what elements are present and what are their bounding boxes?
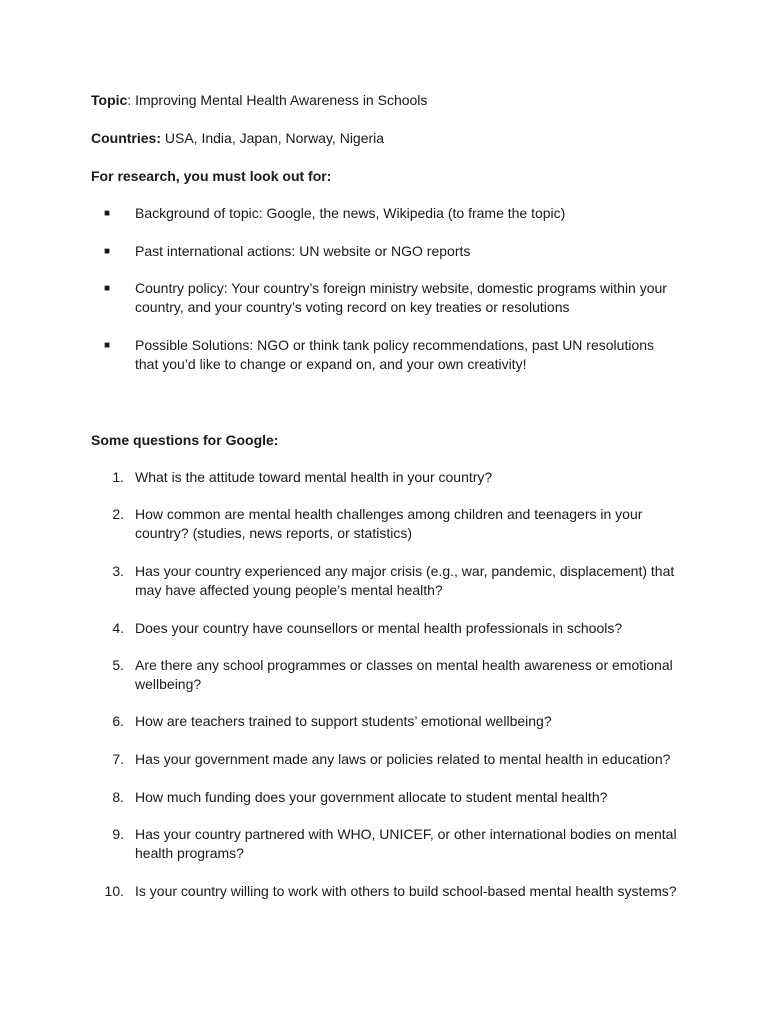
questions-heading: Some questions for Google: [91,432,279,448]
question-text: What is the attitude toward mental health in your country? [135,469,493,485]
question-text: Has your government made any laws or policies related to mental health in education? [135,751,671,767]
question-number: 5. [112,657,124,673]
countries-line [91,129,384,148]
topic-line [91,91,427,110]
bullet-icon: ■ [104,340,111,351]
question-number: 10. [104,883,124,899]
question-text: Are there any school programmes or classes on mental health awareness or emotional wellbeing? [135,657,673,692]
research-item-text: Possible Solutions: NGO or think tank policy recommendations, past UN resolutions that you’d like to change or expand on, and your own creativity! [135,337,655,372]
countries-value: USA, India, Japan, Norway, Nigeria [161,130,385,146]
question-number: 9. [112,826,124,842]
research-item-text: Country policy: Your country’s foreign ministry website, domestic programs within your country, and your country’s voting record on key treaties or resolutions [135,280,667,315]
question-number: 1. [112,469,124,485]
countries-label: Countries: [91,130,161,146]
research-heading: For research, you must look out for: [91,168,332,184]
question-text: Has your country experienced any major crisis (e.g., war, pandemic, displacement) that may have affected young people’s mental health? [135,563,675,598]
question-number: 7. [112,751,124,767]
question-number: 6. [112,713,124,729]
question-text: Is your country willing to work with others to build school-based mental health systems? [135,883,677,899]
question-text: How are teachers trained to support students’ emotional wellbeing? [135,713,552,729]
topic-label: Topic [91,92,128,108]
question-number: 2. [112,506,124,522]
research-item-text: Background of topic: Google, the news, Wikipedia (to frame the topic) [135,205,566,221]
topic-value: : Improving Mental Health Awareness in Schools [127,92,428,108]
research-item-text: Past international actions: UN website or NGO reports [135,243,471,259]
question-number: 8. [112,789,124,805]
question-number: 3. [112,563,124,579]
bullet-icon: ■ [104,208,111,219]
question-text: Has your country partnered with WHO, UNICEF, or other international bodies on mental health programs? [135,826,677,861]
question-text: How common are mental health challenges among children and teenagers in your country? (studies, news reports, or statistics) [135,506,643,541]
question-number: 4. [112,620,124,636]
bullet-icon: ■ [104,246,111,257]
question-text: How much funding does your government allocate to student mental health? [135,789,608,805]
bullet-icon: ■ [104,283,111,294]
question-text: Does your country have counsellors or mental health professionals in schools? [135,620,623,636]
